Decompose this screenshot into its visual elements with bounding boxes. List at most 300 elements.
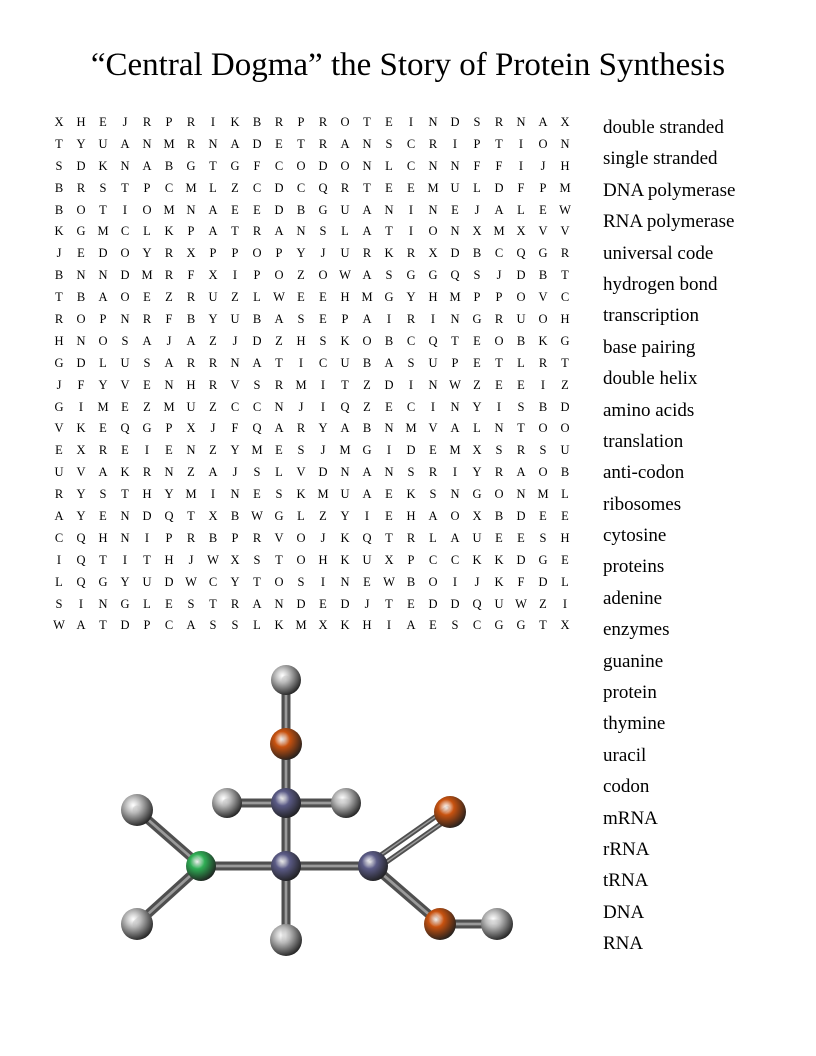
grid-letter: M bbox=[141, 268, 153, 283]
grid-letter: I bbox=[540, 377, 546, 392]
grid-letter: I bbox=[320, 574, 326, 589]
grid-letter: I bbox=[210, 487, 216, 502]
grid-letter: J bbox=[56, 377, 62, 392]
grid-letter: M bbox=[317, 487, 329, 502]
grid-letter: U bbox=[120, 355, 130, 370]
grid-letter: U bbox=[560, 443, 570, 458]
grid-letter: Z bbox=[209, 399, 217, 414]
grid-letter: A bbox=[406, 618, 416, 633]
grid-letter: N bbox=[428, 377, 438, 392]
grid-letter: N bbox=[230, 355, 240, 370]
grid-letter: B bbox=[186, 312, 196, 327]
grid-letter: N bbox=[98, 596, 108, 611]
grid-letter: M bbox=[449, 290, 461, 305]
grid-letter: L bbox=[473, 180, 481, 195]
grid-letter: M bbox=[251, 443, 263, 458]
grid-letter: A bbox=[98, 465, 108, 480]
grid-letter: S bbox=[231, 618, 239, 633]
grid-letter: N bbox=[230, 487, 240, 502]
grid-letter: F bbox=[473, 158, 481, 173]
grid-letter: D bbox=[76, 158, 86, 173]
grid-letter: N bbox=[76, 333, 86, 348]
grid-letter: N bbox=[560, 136, 570, 151]
grid-letter: W bbox=[185, 574, 197, 589]
grid-letter: Y bbox=[164, 487, 174, 502]
grid-letter: E bbox=[517, 377, 525, 392]
grid-letter: K bbox=[406, 487, 416, 502]
grid-letter: N bbox=[76, 268, 86, 283]
word-list-item: anti-codon bbox=[603, 462, 685, 484]
grid-letter: X bbox=[384, 552, 394, 567]
grid-letter: S bbox=[385, 268, 393, 283]
grid-letter: I bbox=[122, 202, 128, 217]
grid-letter: G bbox=[230, 158, 240, 173]
word-list-item: base pairing bbox=[603, 336, 696, 358]
grid-letter: R bbox=[340, 180, 350, 195]
grid-letter: C bbox=[406, 333, 416, 348]
nitrogen-atom bbox=[186, 851, 216, 881]
grid-letter: E bbox=[385, 399, 393, 414]
grid-letter: N bbox=[274, 399, 284, 414]
grid-letter: R bbox=[428, 465, 438, 480]
grid-letter: A bbox=[164, 355, 174, 370]
word-list-item: amino acids bbox=[603, 399, 695, 421]
grid-letter: I bbox=[452, 574, 458, 589]
grid-letter: J bbox=[474, 202, 480, 217]
grid-letter: L bbox=[517, 202, 525, 217]
grid-letter: Z bbox=[319, 509, 327, 524]
grid-letter: D bbox=[318, 158, 328, 173]
grid-letter: F bbox=[253, 158, 261, 173]
grid-letter: K bbox=[54, 224, 64, 239]
grid-letter: O bbox=[142, 202, 152, 217]
grid-letter: A bbox=[340, 421, 350, 436]
grid-letter: A bbox=[362, 268, 372, 283]
grid-letter: K bbox=[340, 618, 350, 633]
grid-letter: O bbox=[76, 202, 86, 217]
carbon-atom bbox=[271, 788, 301, 818]
grid-letter: P bbox=[187, 224, 195, 239]
grid-letter: H bbox=[54, 333, 64, 348]
grid-letter: Z bbox=[297, 268, 305, 283]
word-list-item: guanine bbox=[603, 650, 664, 672]
hydrogen-atom bbox=[271, 665, 301, 695]
grid-letter: N bbox=[186, 443, 196, 458]
grid-letter: D bbox=[252, 136, 262, 151]
grid-letter: P bbox=[165, 421, 173, 436]
grid-letter: Q bbox=[516, 246, 526, 261]
grid-letter: D bbox=[406, 443, 416, 458]
grid-letter: I bbox=[78, 596, 84, 611]
grid-letter: U bbox=[98, 136, 108, 151]
grid-letter: J bbox=[540, 158, 546, 173]
grid-letter: E bbox=[407, 180, 415, 195]
grid-letter: N bbox=[120, 312, 130, 327]
grid-letter: Z bbox=[143, 399, 151, 414]
grid-letter: T bbox=[495, 136, 503, 151]
grid-letter: E bbox=[165, 443, 173, 458]
grid-letter: E bbox=[539, 202, 547, 217]
word-search-grid bbox=[48, 112, 576, 637]
grid-letter: H bbox=[98, 530, 108, 545]
grid-letter: A bbox=[340, 136, 350, 151]
grid-letter: N bbox=[450, 224, 460, 239]
grid-letter: R bbox=[274, 115, 284, 129]
grid-letter: S bbox=[187, 596, 195, 611]
grid-letter: A bbox=[450, 530, 460, 545]
grid-letter: K bbox=[98, 158, 108, 173]
grid-letter: R bbox=[54, 312, 64, 327]
grid-letter: D bbox=[516, 509, 526, 524]
grid-letter: A bbox=[538, 115, 548, 129]
grid-letter: B bbox=[494, 509, 504, 524]
word-list-item: tRNA bbox=[603, 870, 649, 892]
grid-letter: B bbox=[252, 312, 262, 327]
grid-letter: I bbox=[518, 158, 524, 173]
grid-letter: H bbox=[296, 333, 306, 348]
grid-letter: L bbox=[143, 224, 151, 239]
grid-letter: P bbox=[231, 530, 239, 545]
grid-letter: G bbox=[120, 596, 130, 611]
grid-letter: G bbox=[538, 246, 548, 261]
grid-letter: Q bbox=[76, 574, 86, 589]
grid-letter: N bbox=[450, 399, 460, 414]
grid-letter: Y bbox=[142, 246, 152, 261]
hydrogen-atom bbox=[212, 788, 242, 818]
grid-letter: M bbox=[559, 180, 571, 195]
grid-letter: O bbox=[120, 290, 130, 305]
grid-letter: S bbox=[275, 487, 283, 502]
grid-letter: D bbox=[252, 333, 262, 348]
grid-letter: B bbox=[230, 509, 240, 524]
word-list-item: rRNA bbox=[603, 838, 650, 860]
grid-letter: W bbox=[449, 377, 461, 392]
grid-letter: S bbox=[297, 312, 305, 327]
grid-letter: S bbox=[473, 115, 481, 129]
grid-letter: A bbox=[98, 290, 108, 305]
grid-letter: R bbox=[76, 180, 86, 195]
grid-letter: H bbox=[142, 487, 152, 502]
grid-letter: L bbox=[341, 224, 349, 239]
grid-letter: Q bbox=[318, 180, 328, 195]
word-list-item: mRNA bbox=[603, 807, 658, 829]
grid-letter: Q bbox=[472, 596, 482, 611]
grid-letter: P bbox=[143, 180, 151, 195]
grid-letter: O bbox=[494, 333, 504, 348]
grid-letter: P bbox=[143, 618, 151, 633]
grid-letter: K bbox=[230, 115, 240, 129]
grid-letter: U bbox=[230, 312, 240, 327]
grid-letter: N bbox=[340, 574, 350, 589]
grid-letter: U bbox=[186, 399, 196, 414]
grid-letter: K bbox=[340, 333, 350, 348]
grid-letter: R bbox=[208, 377, 218, 392]
grid-letter: D bbox=[450, 246, 460, 261]
grid-letter: B bbox=[252, 115, 262, 129]
grid-letter: C bbox=[120, 224, 130, 239]
grid-letter: Y bbox=[230, 574, 240, 589]
word-list-item: uracil bbox=[603, 744, 647, 766]
grid-letter: Q bbox=[76, 530, 86, 545]
word-list-item: single stranded bbox=[603, 148, 718, 170]
grid-letter: V bbox=[538, 290, 548, 305]
grid-letter: L bbox=[143, 596, 151, 611]
grid-letter: R bbox=[406, 530, 416, 545]
oxygen-atom bbox=[434, 796, 466, 828]
grid-letter: H bbox=[560, 312, 570, 327]
grid-letter: P bbox=[495, 290, 503, 305]
grid-letter: C bbox=[450, 552, 460, 567]
grid-letter: J bbox=[320, 530, 326, 545]
grid-letter: R bbox=[406, 312, 416, 327]
grid-letter: I bbox=[364, 509, 370, 524]
grid-letter: R bbox=[494, 312, 504, 327]
grid-letter: N bbox=[516, 487, 526, 502]
grid-letter: K bbox=[538, 333, 548, 348]
oxygen-atom bbox=[424, 908, 456, 940]
grid-letter: T bbox=[561, 268, 569, 283]
grid-letter: H bbox=[340, 290, 350, 305]
grid-letter: V bbox=[538, 224, 548, 239]
grid-letter: I bbox=[144, 530, 150, 545]
grid-letter: R bbox=[494, 465, 504, 480]
word-list-item: ribosomes bbox=[603, 493, 682, 515]
grid-letter: X bbox=[186, 421, 196, 436]
grid-letter: O bbox=[296, 530, 306, 545]
grid-letter: T bbox=[363, 180, 371, 195]
grid-letter: R bbox=[252, 224, 262, 239]
grid-letter: L bbox=[561, 574, 569, 589]
grid-letter: Z bbox=[561, 377, 569, 392]
grid-letter: E bbox=[121, 399, 129, 414]
grid-letter: E bbox=[385, 115, 393, 129]
grid-letter: M bbox=[163, 202, 175, 217]
grid-letter: W bbox=[251, 509, 263, 524]
grid-letter: W bbox=[53, 618, 65, 633]
grid-letter: U bbox=[450, 180, 460, 195]
grid-letter: N bbox=[494, 421, 504, 436]
grid-letter: I bbox=[320, 377, 326, 392]
grid-letter: I bbox=[452, 136, 458, 151]
grid-letter: Y bbox=[472, 465, 482, 480]
grid-letter: N bbox=[384, 421, 394, 436]
grid-letter: A bbox=[142, 158, 152, 173]
grid-letter: R bbox=[164, 268, 174, 283]
word-list bbox=[603, 112, 735, 960]
grid-letter: S bbox=[55, 158, 63, 173]
grid-letter: I bbox=[408, 224, 414, 239]
grid-letter: R bbox=[186, 136, 196, 151]
grid-letter: R bbox=[142, 465, 152, 480]
grid-letter: L bbox=[429, 530, 437, 545]
grid-letter: H bbox=[362, 618, 372, 633]
hydrogen-atom bbox=[270, 924, 302, 956]
word-list-item: proteins bbox=[603, 556, 665, 578]
grid-letter: R bbox=[230, 596, 240, 611]
molecule-illustration bbox=[100, 650, 530, 960]
grid-letter: I bbox=[298, 355, 304, 370]
grid-letter: L bbox=[385, 158, 393, 173]
grid-letter: Y bbox=[76, 509, 86, 524]
grid-letter: G bbox=[318, 202, 328, 217]
grid-letter: B bbox=[538, 399, 548, 414]
grid-letter: Y bbox=[472, 399, 482, 414]
grid-letter: J bbox=[210, 421, 216, 436]
grid-letter: T bbox=[209, 596, 217, 611]
grid-letter: E bbox=[385, 180, 393, 195]
grid-letter: B bbox=[560, 465, 570, 480]
grid-letter: U bbox=[208, 290, 218, 305]
grid-letter: E bbox=[77, 246, 85, 261]
grid-letter: D bbox=[516, 552, 526, 567]
word-list-item: double helix bbox=[603, 368, 698, 390]
grid-letter: R bbox=[560, 246, 570, 261]
grid-letter: W bbox=[339, 268, 351, 283]
grid-letter: G bbox=[54, 399, 64, 414]
grid-letter: E bbox=[143, 377, 151, 392]
grid-letter: R bbox=[142, 312, 152, 327]
grid-letter: T bbox=[55, 290, 63, 305]
grid-letter: A bbox=[230, 136, 240, 151]
grid-letter: G bbox=[428, 268, 438, 283]
grid-letter: X bbox=[472, 224, 482, 239]
grid-letter: F bbox=[165, 312, 173, 327]
grid-letter: I bbox=[430, 399, 436, 414]
grid-letter: E bbox=[253, 487, 261, 502]
grid-letter: W bbox=[383, 574, 395, 589]
grid-letter: C bbox=[164, 618, 174, 633]
grid-letter: J bbox=[232, 333, 238, 348]
grid-letter: O bbox=[494, 487, 504, 502]
grid-letter: G bbox=[560, 333, 570, 348]
grid-letter: M bbox=[163, 399, 175, 414]
grid-letter: R bbox=[186, 115, 196, 129]
grid-letter: K bbox=[164, 224, 174, 239]
grid-letter: M bbox=[295, 377, 307, 392]
grid-letter: A bbox=[186, 333, 196, 348]
grid-letter: C bbox=[472, 618, 482, 633]
grid-letter: N bbox=[164, 465, 174, 480]
grid-letter: I bbox=[518, 136, 524, 151]
grid-letter: P bbox=[473, 136, 481, 151]
grid-letter: M bbox=[163, 136, 175, 151]
grid-letter: C bbox=[406, 399, 416, 414]
grid-letter: Q bbox=[362, 530, 372, 545]
grid-letter: M bbox=[339, 443, 351, 458]
grid-letter: K bbox=[494, 574, 504, 589]
grid-letter: I bbox=[562, 596, 568, 611]
grid-letter: S bbox=[451, 618, 459, 633]
grid-letter: L bbox=[253, 290, 261, 305]
grid-letter: E bbox=[473, 355, 481, 370]
grid-letter: E bbox=[539, 509, 547, 524]
grid-letter: T bbox=[363, 115, 371, 129]
grid-letter: T bbox=[55, 136, 63, 151]
grid-letter: B bbox=[362, 355, 372, 370]
grid-letter: T bbox=[275, 552, 283, 567]
grid-letter: C bbox=[406, 136, 416, 151]
grid-letter: A bbox=[274, 224, 284, 239]
grid-letter: E bbox=[55, 443, 63, 458]
grid-letter: A bbox=[274, 421, 284, 436]
grid-letter: K bbox=[384, 246, 394, 261]
word-list-item: protein bbox=[603, 682, 657, 704]
grid-letter: X bbox=[472, 443, 482, 458]
grid-letter: B bbox=[362, 421, 372, 436]
grid-letter: E bbox=[429, 443, 437, 458]
word-list-item: double stranded bbox=[603, 117, 724, 138]
grid-letter: C bbox=[428, 552, 438, 567]
grid-letter: E bbox=[561, 552, 569, 567]
grid-letter: D bbox=[274, 202, 284, 217]
grid-letter: B bbox=[296, 202, 306, 217]
grid-letter: S bbox=[473, 268, 481, 283]
grid-letter: R bbox=[296, 421, 306, 436]
grid-letter: D bbox=[494, 180, 504, 195]
grid-letter: C bbox=[164, 180, 174, 195]
grid-letter: J bbox=[122, 115, 128, 129]
grid-letter: G bbox=[76, 224, 86, 239]
grid-letter: C bbox=[274, 158, 284, 173]
grid-letter: S bbox=[407, 355, 415, 370]
grid-letter: P bbox=[341, 312, 349, 327]
word-list-item: transcription bbox=[603, 305, 700, 327]
grid-letter: N bbox=[362, 158, 372, 173]
grid-letter: H bbox=[560, 530, 570, 545]
grid-letter: V bbox=[120, 377, 130, 392]
grid-letter: X bbox=[318, 618, 328, 633]
grid-letter: N bbox=[98, 268, 108, 283]
grid-letter: T bbox=[297, 136, 305, 151]
grid-letter: I bbox=[430, 312, 436, 327]
hydrogen-atom bbox=[481, 908, 513, 940]
grid-letter: Q bbox=[428, 333, 438, 348]
grid-letter: C bbox=[54, 530, 64, 545]
grid-letter: R bbox=[538, 355, 548, 370]
grid-letter: K bbox=[340, 530, 350, 545]
grid-letter: F bbox=[517, 180, 525, 195]
grid-letter: U bbox=[142, 574, 152, 589]
grid-letter: G bbox=[98, 574, 108, 589]
grid-letter: X bbox=[208, 509, 218, 524]
grid-letter: T bbox=[539, 618, 547, 633]
grid-letter: C bbox=[318, 355, 328, 370]
grid-letter: P bbox=[231, 246, 239, 261]
grid-letter: L bbox=[473, 421, 481, 436]
grid-letter: J bbox=[474, 574, 480, 589]
grid-letter: T bbox=[121, 487, 129, 502]
word-list-item: RNA bbox=[603, 933, 644, 955]
grid-letter: A bbox=[120, 136, 130, 151]
grid-letter: G bbox=[54, 355, 64, 370]
grid-letter: J bbox=[188, 552, 194, 567]
grid-letter: M bbox=[185, 180, 197, 195]
grid-letter: M bbox=[449, 443, 461, 458]
grid-letter: S bbox=[297, 574, 305, 589]
grid-letter: I bbox=[408, 377, 414, 392]
grid-letter: E bbox=[143, 290, 151, 305]
grid-letter: P bbox=[165, 530, 173, 545]
grid-letter: K bbox=[340, 552, 350, 567]
grid-letter: Y bbox=[230, 443, 240, 458]
grid-letter: E bbox=[473, 333, 481, 348]
grid-letter: I bbox=[386, 312, 392, 327]
grid-letter: H bbox=[428, 290, 438, 305]
grid-letter: Q bbox=[164, 509, 174, 524]
grid-letter: S bbox=[385, 136, 393, 151]
grid-letter: D bbox=[450, 596, 460, 611]
grid-letter: S bbox=[429, 487, 437, 502]
